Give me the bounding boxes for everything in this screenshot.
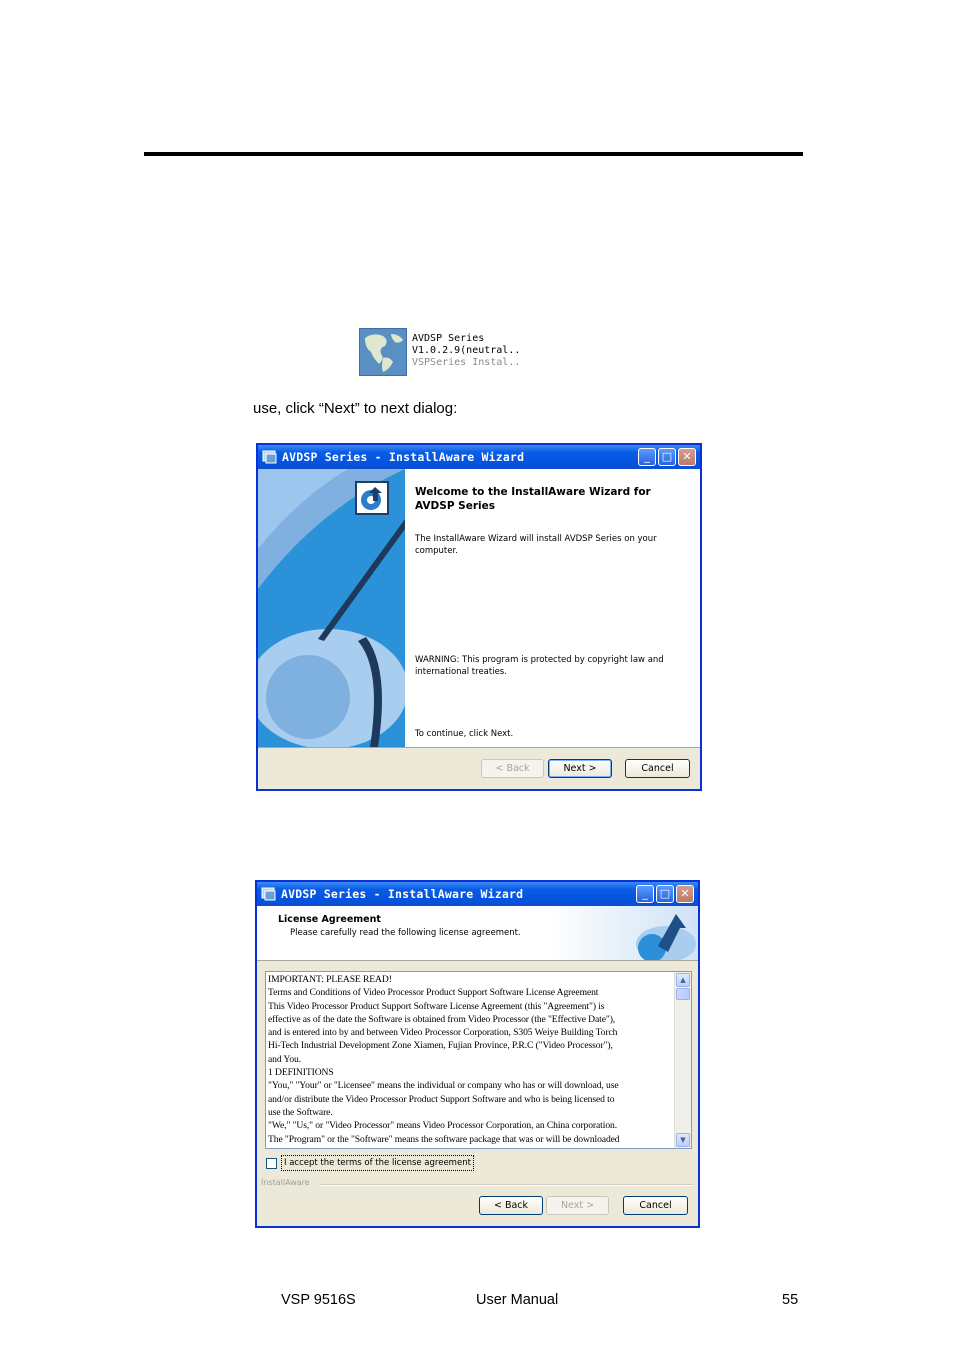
file-type: VSPSeries Instal..	[412, 357, 521, 368]
license-line: effective as of the date the Software is obtained from Video Processor (the "Effective Date"),	[268, 1013, 616, 1025]
next-button[interactable]: Next >	[546, 1196, 609, 1215]
license-line: and/or distribute the Video Processor Product Support Software and who is being licensed to	[268, 1093, 615, 1105]
brand-label: InstallAware	[261, 1178, 310, 1187]
license-line: and is entered into by and between Video Processor Corporation, S305 Weiye Building Torch	[268, 1027, 618, 1039]
minimize-icon: _	[642, 887, 648, 900]
license-line: "You," "Your" or "Licensee" means the individual or company who has or will download, use	[268, 1080, 619, 1092]
app-icon	[262, 449, 278, 465]
installer-file-icon[interactable]	[359, 328, 407, 376]
cancel-button[interactable]: Cancel	[623, 1196, 688, 1215]
header-separator	[257, 960, 698, 961]
license-line: 1 DEFINITIONS	[268, 1067, 334, 1079]
footer-page-number: 55	[782, 1292, 799, 1308]
warning-text: WARNING: This program is protected by copyright law and international treaties.	[415, 655, 664, 677]
file-label	[412, 333, 520, 369]
footer-model: VSP 9516S	[281, 1292, 356, 1308]
license-line: and You.	[268, 1053, 302, 1065]
page-header	[257, 906, 698, 960]
scroll-up-button[interactable]	[676, 973, 690, 987]
arrow-up-icon: ▲	[680, 976, 686, 984]
welcome-heading: Welcome to the InstallAware Wizard for AVDSP Series	[415, 486, 651, 512]
license-line: The "Program" or the "Software" means the software package that was or will be downloaded	[268, 1133, 620, 1145]
footer-doc-title: User Manual	[476, 1292, 559, 1308]
scroll-thumb[interactable]	[676, 988, 690, 1000]
file-name: AVDSP Series	[412, 333, 485, 344]
minimize-button[interactable]	[636, 885, 654, 903]
license-line: use the Software.	[268, 1106, 333, 1118]
header-title: License Agreement	[278, 914, 381, 925]
button-separator	[258, 747, 700, 748]
next-button[interactable]: Next >	[548, 759, 612, 778]
back-button[interactable]: < Back	[479, 1196, 543, 1215]
license-line: Hi-Tech Industrial Development Zone Xiamen, Fujian Province, P.R.C ("Video Processor"),	[268, 1040, 613, 1052]
license-text-box[interactable]	[265, 971, 692, 1149]
minimize-icon: _	[644, 450, 650, 463]
title-bar[interactable]	[258, 445, 700, 469]
back-button[interactable]: < Back	[481, 759, 544, 778]
arrow-down-icon: ▼	[680, 1136, 686, 1144]
welcome-content	[405, 469, 700, 747]
brand-divider	[319, 1184, 694, 1186]
header-subtitle: Please carefully read the following license agreement.	[290, 928, 521, 938]
welcome-wizard-window	[256, 443, 702, 791]
header-rule	[144, 152, 803, 156]
close-icon: ✕	[682, 450, 692, 463]
close-button[interactable]	[678, 448, 696, 466]
accept-label[interactable]: I accept the terms of the license agreement	[281, 1155, 474, 1171]
maximize-button[interactable]	[658, 448, 676, 466]
close-button[interactable]	[676, 885, 694, 903]
license-text	[268, 973, 673, 1146]
header-logo-icon	[548, 906, 698, 960]
installaware-logo-icon	[355, 481, 389, 515]
window-title: AVDSP Series - InstallAware Wizard	[281, 887, 524, 901]
license-scrollbar[interactable]	[674, 972, 691, 1148]
accept-checkbox[interactable]	[266, 1158, 277, 1169]
continue-text: To continue, click Next.	[415, 729, 514, 739]
minimize-button[interactable]	[638, 448, 656, 466]
window-title: AVDSP Series - InstallAware Wizard	[282, 450, 525, 464]
app-icon	[261, 886, 277, 902]
close-icon: ✕	[680, 887, 690, 900]
maximize-icon: □	[661, 450, 673, 463]
cancel-button[interactable]: Cancel	[625, 759, 690, 778]
license-wizard-window	[255, 880, 700, 1228]
instruction-caption: use, click “Next” to next dialog:	[253, 400, 458, 417]
intro-text: The InstallAware Wizard will install AVDSP Series on your computer.	[415, 534, 657, 556]
license-line: IMPORTANT: PLEASE READ!	[268, 974, 392, 985]
file-version: V1.0.2.9(neutral..	[412, 345, 521, 356]
title-bar[interactable]	[257, 882, 698, 906]
license-line: "We," "Us," or "Video Processor" means Video Processor Corporation, an China corporation.	[268, 1120, 618, 1132]
license-line: This Video Processor Product Support Software License Agreement (this "Agreement") is	[268, 1000, 605, 1012]
license-line: Terms and Conditions of Video Processor Product Support Software License Agreement	[268, 987, 599, 999]
maximize-button[interactable]	[656, 885, 674, 903]
scroll-down-button[interactable]	[676, 1133, 690, 1147]
maximize-icon: □	[659, 887, 671, 900]
